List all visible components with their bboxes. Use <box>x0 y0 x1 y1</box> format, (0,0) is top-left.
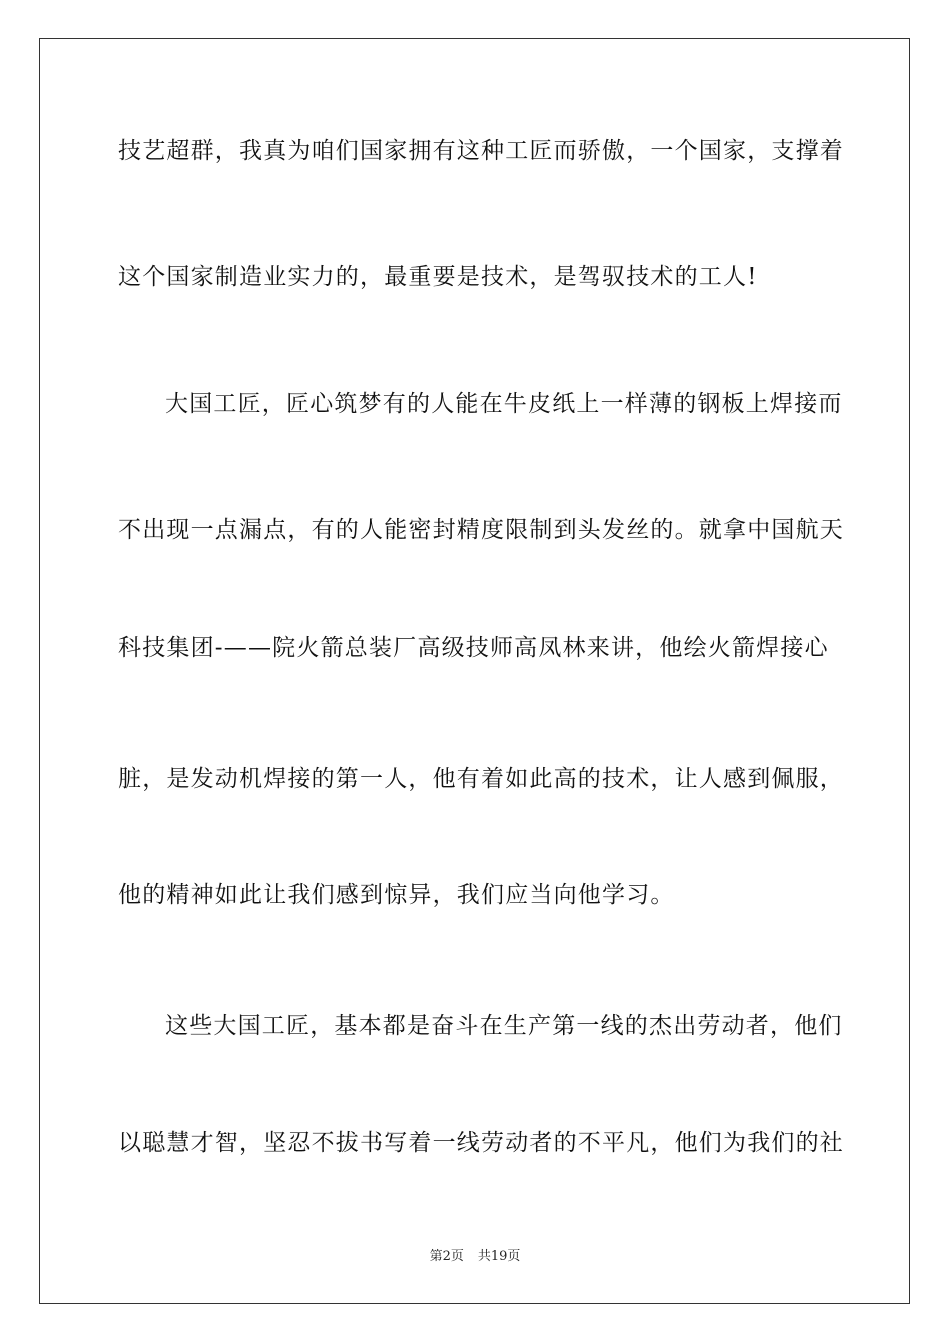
paragraph-line-7: 他的精神如此让我们感到惊异，我们应当向他学习。 <box>118 882 675 908</box>
page-number: 第2页 <box>429 1249 464 1264</box>
page-footer <box>0 1248 950 1266</box>
paragraph-line-9: 以聪慧才智，坚忍不拔书写着一线劳动者的不平凡，他们为我们的社 <box>118 1130 844 1156</box>
total-pages: 共19页 <box>477 1249 521 1264</box>
paragraph-line-3: 大国工匠，匠心筑梦有的人能在牛皮纸上一样薄的钢板上焊接而 <box>165 391 843 417</box>
paragraph-line-2: 这个国家制造业实力的，最重要是技术，是驾驭技术的工人! <box>118 264 758 290</box>
paragraph-line-5: 科技集团-——院火箭总装厂高级技师高凤林来讲，他绘火箭焊接心 <box>118 635 829 661</box>
paragraph-line-4: 不出现一点漏点，有的人能密封精度限制到头发丝的。就拿中国航天 <box>118 517 844 543</box>
page-border <box>39 38 910 1304</box>
paragraph-line-1: 技艺超群，我真为咱们国家拥有这种工匠而骄傲，一个国家，支撑着 <box>118 138 844 164</box>
paragraph-line-6: 脏，是发动机焊接的第一人，他有着如此高的技术，让人感到佩服， <box>118 766 844 792</box>
paragraph-line-8: 这些大国工匠，基本都是奋斗在生产第一线的杰出劳动者，他们 <box>165 1013 843 1039</box>
